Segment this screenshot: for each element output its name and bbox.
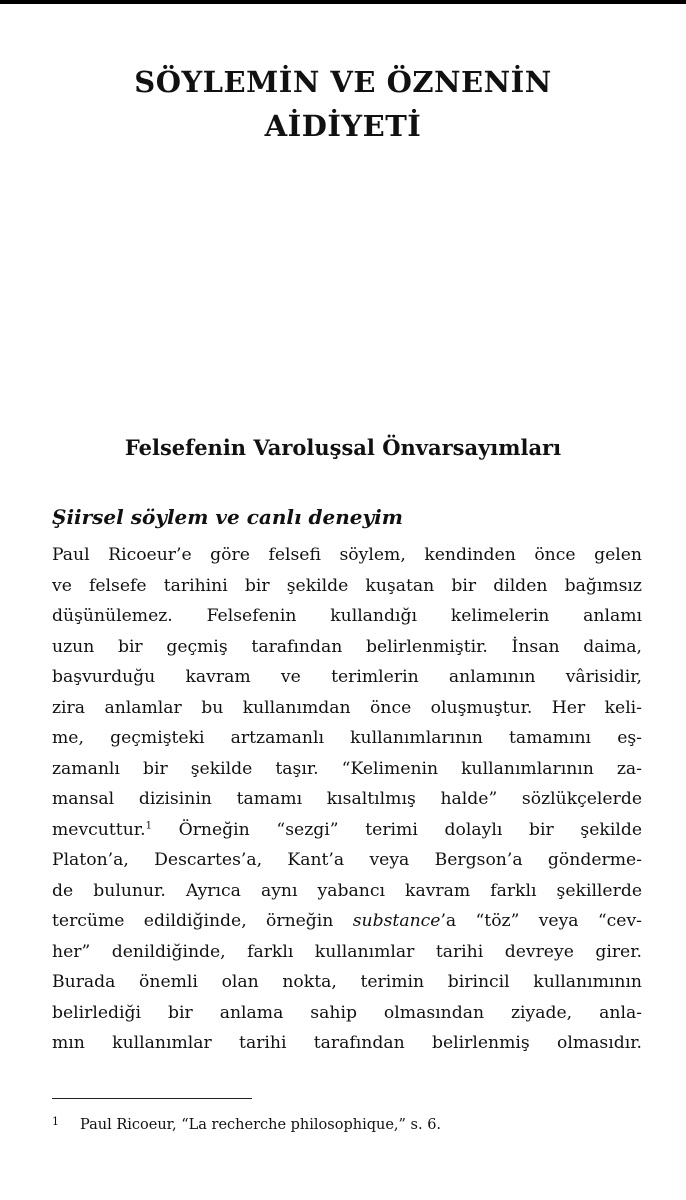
body-line-2: ve felsefe tarihini bir şekilde kuşatan bir dilden bağımsız	[52, 575, 642, 596]
footnote-divider	[52, 1098, 252, 1099]
body-line-17: mın kullanımlar tarihi tarafından belirlenmiş olmasıdır.	[52, 1033, 642, 1053]
footnote	[52, 1110, 642, 1137]
section-subheading: Şiirsel söylem ve canlı deneyim	[52, 505, 403, 529]
body-line-12: de bulunur. Ayrıca aynı yabancı kavram farklı şekillerde	[52, 880, 642, 901]
body-line-1: Paul Ricoeur’e göre felsefi söylem, kendinden önce gelen	[52, 545, 642, 565]
top-border	[0, 0, 686, 4]
body-line-13-end: ’a “töz” veya “cev-	[440, 911, 642, 931]
chapter-title-line-1: SÖYLEMİN VE ÖZNENİN	[134, 65, 552, 99]
body-line-10	[52, 815, 642, 846]
body-line-6: zira anlamlar bu kullanımdan önce oluşmuştur. Her keli-	[52, 697, 642, 718]
section-heading: Felsefenin Varoluşsal Önvarsayımları	[124, 435, 562, 460]
body-line-8: zamanlı bir şekilde taşır. “Kelimenin kullanımlarının za-	[52, 758, 642, 779]
body-line-15: Burada önemli olan nokta, terimin birincil kullanımının	[52, 972, 642, 992]
footnote-reference: 1	[145, 819, 152, 831]
body-line-13	[52, 906, 642, 937]
body-paragraph	[52, 540, 642, 1059]
body-line-7: me, geçmişteki artzamanlı kullanımlarının tamamını eş-	[52, 728, 642, 748]
body-line-13-start: tercüme edildiğinde, örneğin	[52, 911, 353, 931]
body-line-4: uzun bir geçmiş tarafından belirlenmiştir. İnsan daima,	[52, 636, 642, 657]
body-line-10-end: Örneğin “sezgi” terimi dolaylı bir şekilde	[151, 819, 642, 840]
italic-term: substance	[352, 911, 441, 931]
body-line-10-start: mevcuttur.	[52, 819, 146, 840]
body-line-14: her” denildiğinde, farklı kullanımlar tarihi devreye girer.	[52, 941, 642, 962]
body-line-5: başvurduğu kavram ve terimlerin anlamının vârisidir,	[52, 667, 642, 687]
body-line-11: Platon’a, Descartes’a, Kant’a veya Bergson’a gönderme-	[52, 850, 642, 870]
body-line-9: mansal dizisinin tamamı kısaltılmış halde” sözlükçelerde	[52, 789, 642, 809]
chapter-title	[60, 60, 626, 148]
body-line-16: belirlediği bir anlama sahip olmasından ziyade, anla-	[52, 1002, 642, 1023]
footnote-text: Paul Ricoeur, “La recherche philosophique,” s. 6.	[80, 1117, 442, 1133]
chapter-title-line-2: AİDİYETİ	[264, 109, 422, 143]
body-line-3: düşünülemez. Felsefenin kullandığı kelimelerin anlamı	[52, 606, 642, 626]
footnote-number: 1	[52, 1115, 59, 1128]
